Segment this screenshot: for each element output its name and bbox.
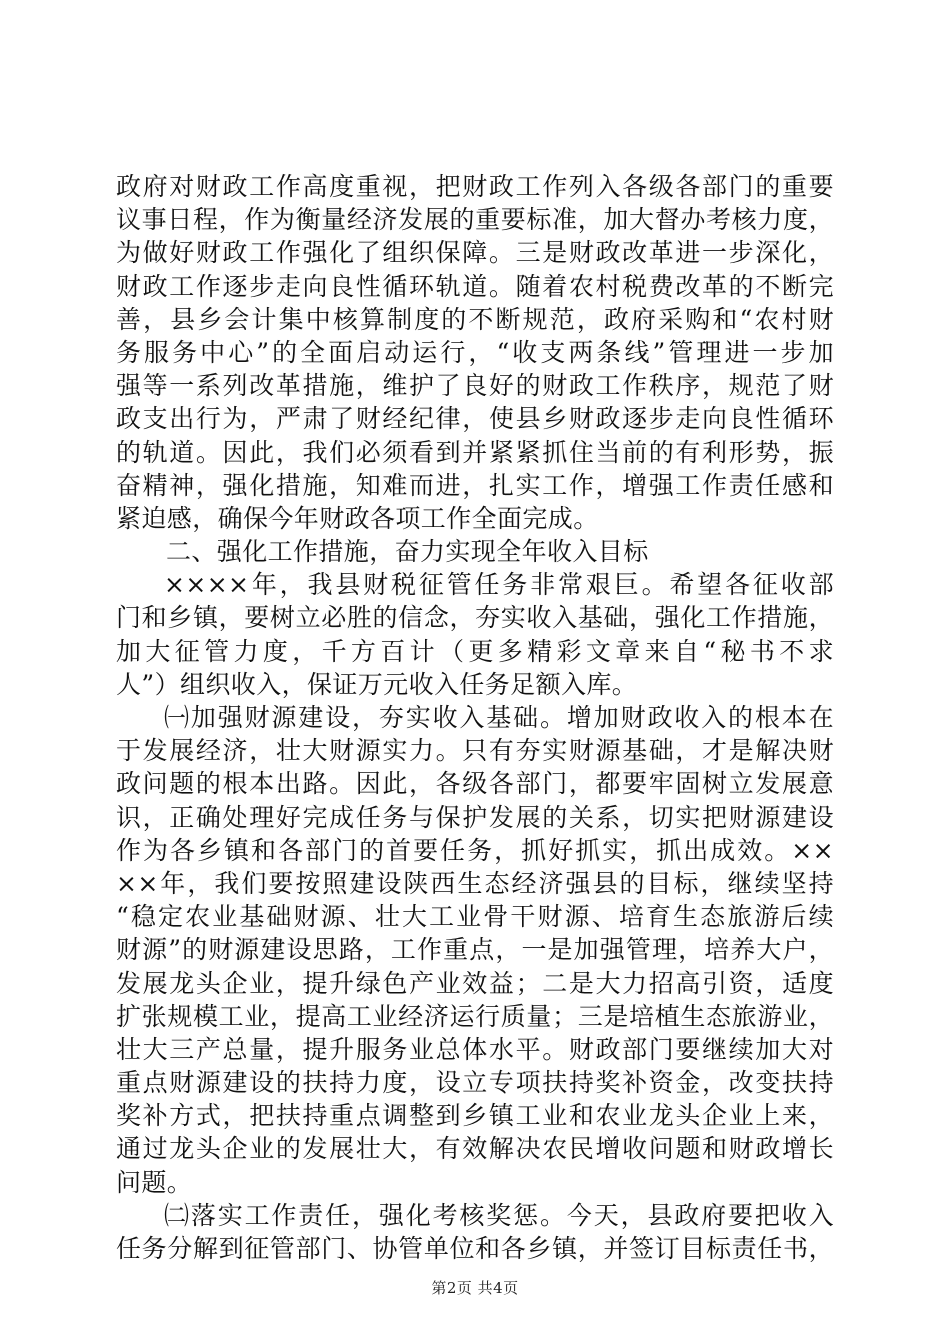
text-line: 财源”的财源建设思路，工作重点，一是加强管理，培养大户，	[116, 935, 834, 965]
text-line: 重点财源建设的扶持力度，设立专项扶持奖补资金，改变扶持	[116, 1068, 834, 1098]
text-line: 奋精神，强化措施，知难而进，扎实工作，增强工作责任感和	[116, 470, 834, 500]
text-line: 壮大三产总量，提升服务业总体水平。财政部门要继续加大对	[116, 1034, 834, 1064]
text-line: ××年，我们要按照建设陕西生态经济强县的目标，继续坚持	[116, 868, 834, 898]
page-number-label: 第2页 共4页	[431, 1279, 519, 1297]
text-line: 政支出行为，严肃了财经纪律，使县乡财政逐步走向良性循环	[116, 404, 834, 434]
text-line: 作为各乡镇和各部门的首要任务，抓好抓实，抓出成效。××	[116, 835, 834, 865]
text-line: 通过龙头企业的发展壮大，有效解决农民增收问题和财政增长	[116, 1134, 834, 1164]
section-heading: 二、强化工作措施，奋力实现全年收入目标	[166, 537, 649, 567]
text-line: 于发展经济，壮大财源实力。只有夯实财源基础，才是解决财	[116, 736, 834, 766]
text-line: 政问题的根本出路。因此，各级各部门，都要牢固树立发展意	[116, 769, 834, 799]
text-line: 政府对财政工作高度重视，把财政工作列入各级各部门的重要	[116, 172, 834, 201]
text-line: “稳定农业基础财源、壮大工业骨干财源、培育生态旅游后续	[116, 902, 834, 932]
text-line: 门和乡镇，要树立必胜的信念，夯实收入基础，强化工作措施，	[116, 603, 834, 633]
text-line: 扩张规模工业，提高工业经济运行质量；三是培植生态旅游业，	[116, 1001, 834, 1031]
text-line: 奖补方式，把扶持重点调整到乡镇工业和农业龙头企业上来，	[116, 1101, 834, 1131]
text-line: 强等一系列改革措施，维护了良好的财政工作秩序，规范了财	[116, 371, 834, 401]
text-line: ××××年，我县财税征管任务非常艰巨。希望各征收部	[164, 570, 834, 600]
text-line: 紧迫感，确保今年财政各项工作全面完成。	[116, 503, 599, 533]
page-footer	[0, 1277, 950, 1298]
text-line: 任务分解到征管部门、协管单位和各乡镇，并签订目标责任书，	[116, 1234, 834, 1263]
text-line: 人”）组织收入，保证万元收入任务足额入库。	[116, 669, 638, 699]
text-line: 问题。	[116, 1167, 193, 1197]
text-line: ㈡落实工作责任，强化考核奖惩。今天，县政府要把收入	[164, 1200, 834, 1230]
text-line: 务服务中心”的全面启动运行，“收支两条线”管理进一步加	[116, 337, 834, 367]
text-line: 善，县乡会计集中核算制度的不断规范，政府采购和“农村财	[116, 304, 834, 334]
text-line: 议事日程，作为衡量经济发展的重要标准，加大督办考核力度，	[116, 205, 834, 235]
document-body	[116, 170, 834, 1265]
text-line: 财政工作逐步走向良性循环轨道。随着农村税费改革的不断完	[116, 271, 834, 301]
text-line: 为做好财政工作强化了组织保障。三是财政改革进一步深化，	[116, 238, 834, 268]
text-line: 发展龙头企业，提升绿色产业效益；二是大力招高引资，适度	[116, 968, 834, 998]
text-line: 的轨道。因此，我们必须看到并紧紧抓住当前的有利形势，振	[116, 437, 834, 467]
text-line: 识，正确处理好完成任务与保护发展的关系，切实把财源建设	[116, 802, 834, 832]
text-line: 加大征管力度，千方百计（更多精彩文章来自“秘书不求	[116, 636, 834, 666]
text-line: ㈠加强财源建设，夯实收入基础。增加财政收入的根本在	[164, 703, 834, 732]
